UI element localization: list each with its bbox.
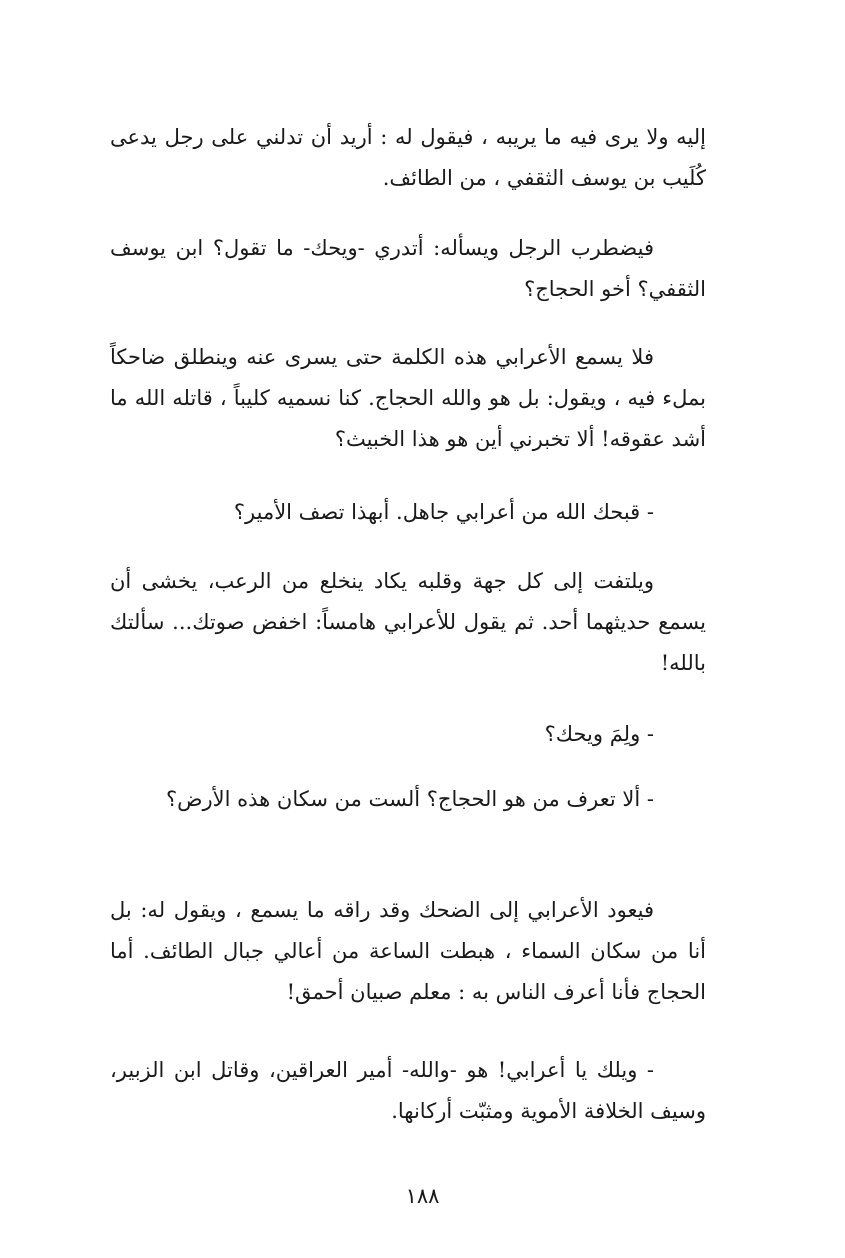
dialogue-line-3: - ألا تعرف من هو الحجاج؟ ألست من سكان هذه الأرض؟ [165, 787, 654, 811]
paragraph-1: إليه ولا يرى فيه ما يريبه ، فيقول له : أريد أن تدلني على رجل يدعى كُلَيب بن يوسف الثقفي ، من الطائف. [110, 125, 706, 190]
dialogue-line-1: - قبحك الله من أعرابي جاهل. أبهذا تصف الأمير؟ [233, 500, 654, 524]
dialogue-line-2: - ولِمَ ويحك؟ [544, 722, 654, 746]
page-number: ١٨٨ [405, 1184, 440, 1208]
paragraph-2: فيضطرب الرجل ويسأله: أتدري -ويحك- ما تقول؟ ابن يوسف الثقفي؟ أخو الحجاج؟ [110, 236, 706, 301]
paragraph-4: ويلتفت إلى كل جهة وقلبه يكاد ينخلع من الرعب، يخشى أن يسمع حديثهما أحد. ثم يقول للأعرابي هامساً: اخفض صوتك... سألتك بالله! [110, 569, 706, 675]
paragraph-3: فلا يسمع الأعرابي هذه الكلمة حتى يسرى عنه وينطلق ضاحكاً بملء فيه ، ويقول: بل هو والله الحجاج. كنا نسميه كليباً ، قاتله الله ما أشد عقوقه! ألا تخبرني أين هو هذا الخبيث؟ [110, 345, 706, 451]
dialogue-line-4: - ويلك يا أعرابي! هو -والله- أمير العراقين، وقاتل ابن الزبير، وسيف الخلافة الأموية ومثبّت أركانها. [110, 1058, 706, 1123]
paragraph-5: فيعود الأعرابي إلى الضحك وقد راقه ما يسمع ، ويقول له: بل أنا من سكان السماء ، هبطت الساعة من أعالي جبال الطائف. أما الحجاج فأنا أعرف الناس به : معلم صبيان أحمق! [110, 898, 706, 1004]
